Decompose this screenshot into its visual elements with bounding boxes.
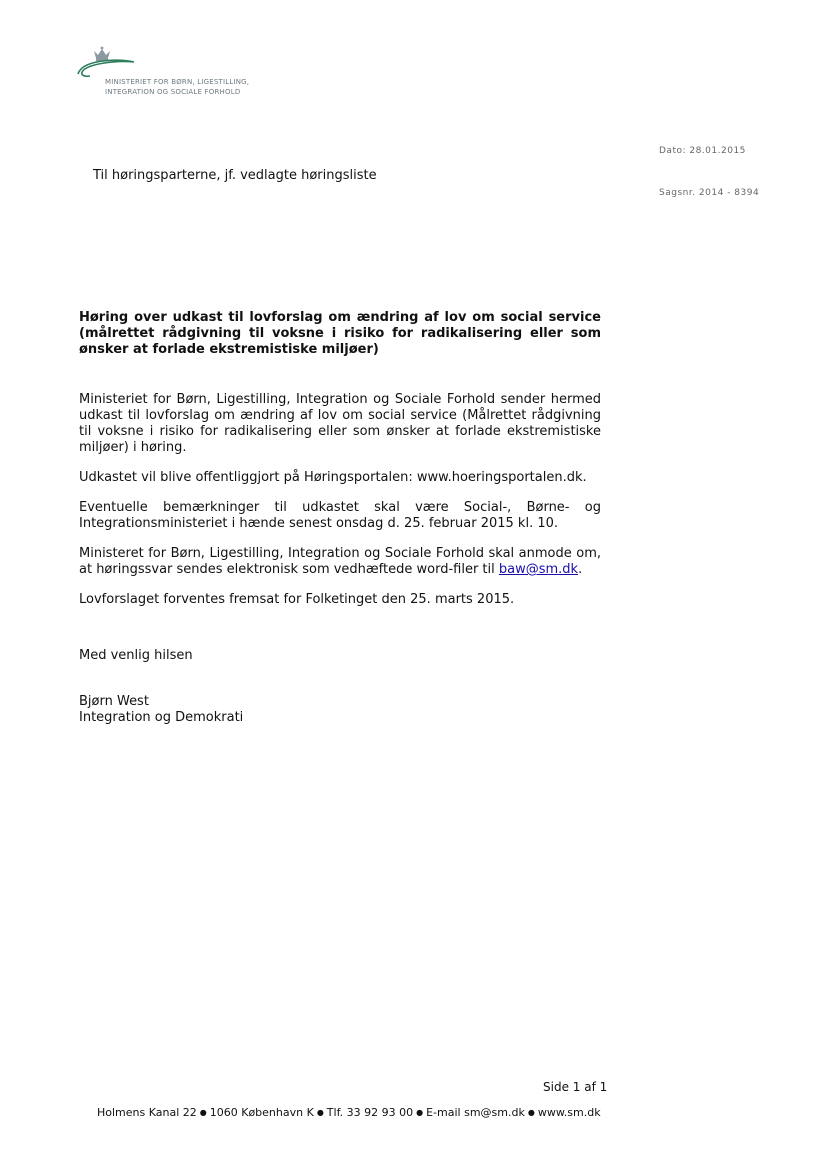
submission-end: . [578, 562, 583, 577]
letter-title: Høring over udkast til lovforslag om ændring af lov om social service (målrettet rådgivning til voksne i risiko for radikalisering eller som ønsker at forlade ekstremistiske miljøer) [79, 310, 601, 357]
email-link[interactable]: baw@sm.dk [498, 562, 579, 577]
footer-email: E-mail sm@sm.dk [426, 1106, 525, 1119]
footer-postal: 1060 København K [209, 1106, 314, 1119]
ministry-logo [76, 46, 276, 96]
paragraph-publication: Udkastet vil blive offentliggjort på Høringsportalen: www.hoeringsportalen.dk. [79, 470, 587, 485]
bullet-icon: ● [416, 1108, 424, 1117]
submission-text: Ministeret for Børn, Ligestilling, Integration og Sociale Forhold skal anmode om, at høringssvar sendes elektronisk som vedhæftede word-filer til [79, 546, 601, 577]
bullet-icon: ● [316, 1108, 324, 1117]
ministry-name-line2: INTEGRATION OG SOCIALE FORHOLD [105, 88, 241, 96]
paragraph-expected: Lovforslaget forventes fremsat for Folketinget den 25. marts 2015. [79, 592, 515, 607]
bullet-icon: ● [199, 1108, 207, 1117]
letter-body [79, 310, 601, 608]
case-number: Sagsnr. 2014 - 8394 [659, 188, 760, 198]
document-date: Dato: 28.01.2015 [659, 146, 746, 156]
bullet-icon: ● [527, 1108, 535, 1117]
page-number: Side 1 af 1 [543, 1080, 608, 1094]
ministry-name [105, 77, 249, 97]
signer-department: Integration og Demokrati [79, 710, 244, 725]
paragraph-intro: Ministeriet for Børn, Ligestilling, Integration og Sociale Forhold sender hermed udkast til lovforslag om ændring af lov om social service (Målrettet rådgivning til voksne i risiko for radikalisering eller som ønsker at forlade ekstremistiske miljøer) i høring. [79, 392, 601, 455]
paragraph-deadline: Eventuelle bemærkninger til udkastet skal være Social-, Børne- og Integrationsministeriet i hænde senest onsdag d. 25. februar 2015 kl. 10. [79, 500, 601, 531]
ministry-name-line1: MINISTERIET FOR BØRN, LIGESTILLING, [105, 78, 250, 86]
footer-phone: Tlf. 33 92 93 00 [326, 1106, 414, 1119]
greeting: Med venlig hilsen [79, 648, 193, 663]
recipient-line: Til høringsparterne, jf. vedlagte høringsliste [93, 168, 377, 183]
paragraph-submission [79, 546, 601, 578]
signature-block [79, 694, 243, 726]
footer-address: Holmens Kanal 22 [97, 1106, 197, 1119]
footer-web: www.sm.dk [537, 1106, 601, 1119]
footer [97, 1106, 601, 1119]
signer-name: Bjørn West [79, 694, 149, 709]
